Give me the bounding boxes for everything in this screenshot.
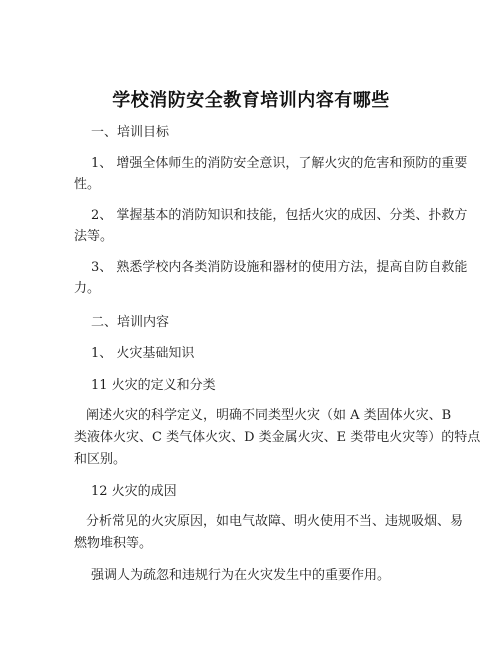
paragraph-line: 力。 [74,281,101,296]
section-heading-training-goals: 一、培训目标 [91,125,170,140]
paragraph-line: 2、 掌握基本的消防知识和技能，包括火灾的成因、分类、扑救方 [91,208,468,223]
subsection-heading: 1、 火灾基础知识 [91,346,195,361]
paragraph-line: 3、 熟悉学校内各类消防设施和器材的使用方法，提高自防自救能 [91,260,468,275]
paragraph-line: 燃物堆积等。 [74,536,153,551]
subsection-heading: 11 火灾的定义和分类 [91,378,216,393]
paragraph-line: 1、 增强全体师生的消防安全意识，了解火灾的危害和预防的重要 [91,156,468,171]
paragraph-line: 阐述火灾的科学定义，明确不同类型火灾（如 A 类固体火灾、B [86,408,452,423]
subsection-heading: 12 火灾的成因 [91,484,177,499]
paragraph-line: 类液体火灾、C 类气体火灾、D 类金属火灾、E 类带电火灾等）的特点 [74,430,481,445]
document-title: 学校消防安全教育培训内容有哪些 [112,90,390,111]
paragraph-line: 分析常见的火灾原因，如电气故障、明火使用不当、违规吸烟、易 [86,514,464,529]
paragraph-line: 性。 [74,177,101,192]
section-heading-training-content: 二、培训内容 [91,315,170,330]
paragraph-line: 和区别。 [74,452,127,467]
paragraph-line: 强调人为疏忽和违规行为在火灾发生中的重要作用。 [91,568,391,583]
paragraph-line: 法等。 [74,229,114,244]
